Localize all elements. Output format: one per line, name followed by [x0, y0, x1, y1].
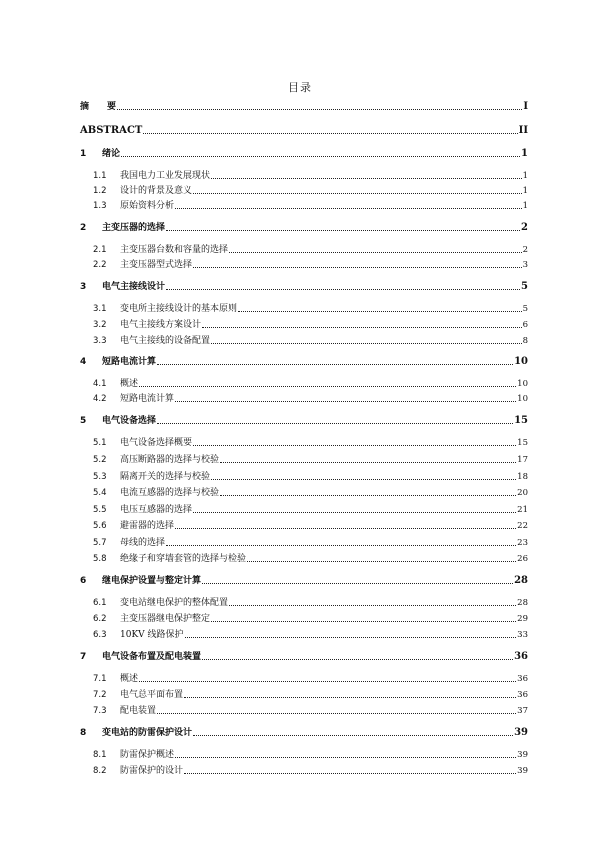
toc-entry-page: 10 — [514, 356, 528, 367]
toc-entry-label: 主变压器型式选择 — [120, 260, 193, 270]
toc-entry-label: ABSTRACT — [80, 125, 143, 136]
toc-entry-number: 6 — [80, 576, 87, 586]
dot-leader — [166, 230, 520, 231]
toc-entry-chapter-4[interactable] — [80, 354, 528, 368]
toc-entry-chapter-7[interactable] — [80, 649, 528, 663]
toc-entry-chapter-5[interactable] — [80, 413, 528, 427]
toc-entry-chapter-6[interactable] — [80, 573, 528, 587]
toc-entry-number: 1.2 — [93, 186, 107, 196]
toc-entry-number: 1.1 — [93, 171, 107, 181]
dot-leader — [166, 289, 520, 290]
toc-entry-page: 3 — [522, 260, 528, 270]
toc-entry-number: 3 — [80, 282, 87, 292]
dot-leader — [139, 386, 516, 387]
dot-leader — [193, 267, 522, 268]
toc-entry-number: 7 — [80, 652, 87, 662]
toc-entry-page: 36 — [517, 690, 528, 700]
toc-entry-number: 4.1 — [93, 379, 107, 389]
toc-entry-label: 母线的选择 — [120, 538, 166, 548]
toc-entry-section-5-7[interactable] — [93, 535, 528, 549]
toc-entry-section-1-1[interactable] — [93, 168, 528, 182]
toc-entry-number: 2.2 — [93, 260, 107, 270]
toc-entry-label: 10KV 线路保护 — [120, 630, 184, 640]
toc-entry-number: 3.2 — [93, 320, 107, 330]
toc-entry-page: 28 — [514, 575, 528, 586]
toc-entry-number: 6.1 — [93, 598, 107, 608]
dot-leader — [175, 757, 516, 758]
toc-entry-abstract-cn[interactable] — [80, 99, 528, 113]
toc-entry-page: 1 — [522, 186, 528, 196]
toc-entry-abstract-en[interactable] — [80, 123, 528, 137]
dot-leader — [184, 697, 516, 698]
toc-entry-label: 变电站的防雷保护设计 — [102, 728, 193, 738]
toc-entry-label: 主变压器的选择 — [102, 223, 166, 233]
toc-entry-section-7-3[interactable] — [93, 703, 528, 717]
toc-entry-label: 变电所主接线设计的基本原则 — [120, 304, 238, 314]
toc-entry-label: 避雷器的选择 — [120, 521, 175, 531]
dot-leader — [229, 252, 522, 253]
toc-entry-section-8-2[interactable] — [93, 763, 528, 777]
toc-entry-number: 6.3 — [93, 630, 107, 640]
toc-entry-label: 继电保护设置与整定计算 — [102, 576, 202, 586]
toc-entry-number: 7.3 — [93, 706, 107, 716]
toc-entry-number: 7.1 — [93, 674, 107, 684]
toc-entry-number: 3.1 — [93, 304, 107, 314]
dot-leader — [211, 479, 516, 480]
toc-entry-number: 5.4 — [93, 488, 107, 498]
toc-entry-page: 2 — [521, 222, 528, 233]
toc-entry-number: 3.3 — [93, 336, 107, 346]
toc-entry-label: 主变压器继电保护整定 — [120, 614, 211, 624]
toc-title: 目录 — [288, 81, 312, 94]
toc-entry-page: 36 — [514, 651, 528, 662]
toc-entry-page: 15 — [514, 415, 528, 426]
toc-entry-page: 10 — [517, 394, 528, 404]
toc-entry-page: 39 — [517, 750, 528, 760]
toc-entry-number: 5.1 — [93, 438, 107, 448]
toc-entry-section-8-1[interactable] — [93, 747, 528, 761]
dot-leader — [202, 583, 513, 584]
toc-entry-label: 我国电力工业发展现状 — [120, 171, 211, 181]
toc-entry-page: 6 — [522, 320, 528, 330]
dot-leader — [211, 178, 522, 179]
toc-entry-number: 2.1 — [93, 245, 107, 255]
toc-entry-label: 电压互感器的选择 — [120, 505, 193, 515]
toc-entry-label: 概述 — [120, 674, 139, 684]
toc-entry-number: 4.2 — [93, 394, 107, 404]
toc-entry-label: 概述 — [120, 379, 139, 389]
toc-entry-label: 绝缘子和穿墙套管的选择与检验 — [120, 554, 247, 564]
toc-entry-number: 5.5 — [93, 505, 107, 515]
toc-entry-page: 1 — [522, 171, 528, 181]
toc-entry-label: 电气设备选择概要 — [120, 438, 193, 448]
toc-entry-number: 8.1 — [93, 750, 107, 760]
toc-entry-page: 36 — [517, 674, 528, 684]
dot-leader — [202, 659, 513, 660]
toc-entry-label: 摘 要 — [80, 102, 117, 112]
toc-entry-section-5-8[interactable] — [93, 551, 528, 565]
toc-entry-section-1-2[interactable] — [93, 183, 528, 197]
toc-entry-section-6-2[interactable] — [93, 611, 528, 625]
toc-entry-section-5-1[interactable] — [93, 435, 528, 449]
dot-leader — [185, 637, 517, 638]
toc-entry-page: 20 — [517, 488, 528, 498]
dot-leader — [157, 364, 513, 365]
toc-entry-number: 8 — [80, 728, 87, 738]
toc-entry-label: 电气设备布置及配电装置 — [102, 652, 202, 662]
toc-entry-label: 隔离开关的选择与校验 — [120, 472, 211, 482]
toc-entry-page: 17 — [517, 455, 528, 465]
toc-entry-label: 电气主接线方案设计 — [120, 320, 202, 330]
toc-entry-label: 配电装置 — [120, 706, 157, 716]
dot-leader — [193, 512, 516, 513]
toc-entry-section-6-3[interactable] — [93, 627, 528, 641]
dot-leader — [193, 445, 516, 446]
toc-entry-section-3-2[interactable] — [93, 317, 528, 331]
toc-entry-number: 5.8 — [93, 554, 107, 564]
toc-entry-chapter-3[interactable] — [80, 279, 528, 293]
toc-entry-section-2-2[interactable] — [93, 257, 528, 271]
toc-entry-number: 4 — [80, 357, 87, 367]
dot-leader — [175, 208, 522, 209]
toc-entry-label: 高压断路器的选择与校验 — [120, 455, 220, 465]
toc-entry-number: 7.2 — [93, 690, 107, 700]
toc-entry-label: 原始资料分析 — [120, 201, 175, 211]
dot-leader — [157, 713, 516, 714]
toc-entry-number: 5 — [80, 416, 87, 426]
toc-entry-label: 主变压器台数和容量的选择 — [120, 245, 229, 255]
dot-leader — [211, 343, 522, 344]
toc-entry-page: 37 — [517, 706, 528, 716]
dot-leader — [175, 401, 516, 402]
toc-entry-section-7-2[interactable] — [93, 687, 528, 701]
toc-entry-section-5-4[interactable] — [93, 485, 528, 499]
toc-entry-page: 5 — [522, 304, 528, 314]
dot-leader — [238, 311, 522, 312]
toc-entry-section-3-3[interactable] — [93, 333, 528, 347]
dot-leader — [184, 773, 516, 774]
toc-entry-number: 1 — [80, 149, 87, 159]
toc-entry-section-6-1[interactable] — [93, 595, 528, 609]
toc-entry-number: 2 — [80, 223, 87, 233]
toc-entry-page: 1 — [521, 148, 528, 159]
toc-entry-page: I — [523, 101, 528, 112]
toc-entry-label: 电气总平面布置 — [120, 690, 184, 700]
dot-leader — [202, 327, 522, 328]
toc-entry-number: 5.6 — [93, 521, 107, 531]
dot-leader — [175, 528, 516, 529]
toc-entry-number: 5.2 — [93, 455, 107, 465]
toc-entry-number: 8.2 — [93, 766, 107, 776]
toc-entry-label: 变电站继电保护的整体配置 — [120, 598, 229, 608]
toc-entry-label: 设计的背景及意义 — [120, 186, 193, 196]
toc-entry-page: 21 — [517, 505, 528, 515]
toc-entry-section-5-6[interactable] — [93, 518, 528, 532]
toc-entry-label: 电气主接线的设备配置 — [120, 336, 211, 346]
toc-entry-page: 39 — [514, 727, 528, 738]
dot-leader — [157, 423, 513, 424]
toc-entry-page: II — [518, 125, 528, 136]
toc-entry-chapter-1[interactable] — [80, 146, 528, 160]
toc-entry-page: 29 — [517, 614, 528, 624]
toc-entry-section-5-2[interactable] — [93, 452, 528, 466]
toc-entry-page: 22 — [517, 521, 528, 531]
toc-entry-section-4-1[interactable] — [93, 376, 528, 390]
toc-entry-label: 防雷保护概述 — [120, 750, 175, 760]
toc-entry-label: 电气主接线设计 — [102, 282, 166, 292]
toc-entry-section-7-1[interactable] — [93, 671, 528, 685]
toc-entry-label: 绪论 — [102, 149, 121, 159]
toc-entry-page: 5 — [521, 281, 528, 292]
dot-leader — [193, 193, 522, 194]
toc-entry-page: 8 — [522, 336, 528, 346]
dot-leader — [247, 561, 516, 562]
dot-leader — [220, 495, 516, 496]
dot-leader — [220, 462, 516, 463]
toc-entry-page: 23 — [517, 538, 528, 548]
toc-entry-number: 5.7 — [93, 538, 107, 548]
toc-entry-section-1-3[interactable] — [93, 198, 528, 212]
toc-entry-section-5-3[interactable] — [93, 469, 528, 483]
toc-entry-section-5-5[interactable] — [93, 502, 528, 516]
toc-entry-page: 28 — [517, 598, 528, 608]
toc-entry-section-3-1[interactable] — [93, 301, 528, 315]
toc-entry-page: 18 — [517, 472, 528, 482]
dot-leader — [117, 109, 522, 110]
toc-entry-label: 短路电流计算 — [120, 394, 175, 404]
toc-entry-page: 33 — [517, 630, 528, 640]
toc-entry-chapter-8[interactable] — [80, 725, 528, 739]
dot-leader — [193, 735, 513, 736]
toc-entry-number: 5.3 — [93, 472, 107, 482]
dot-leader — [143, 133, 517, 134]
toc-entry-section-2-1[interactable] — [93, 242, 528, 256]
dot-leader — [229, 605, 516, 606]
toc-entry-label: 防雷保护的设计 — [120, 766, 184, 776]
dot-leader — [139, 681, 516, 682]
toc-entry-label: 电流互感器的选择与校验 — [120, 488, 220, 498]
toc-entry-page: 2 — [522, 245, 528, 255]
toc-entry-label: 电气设备选择 — [102, 416, 157, 426]
toc-entry-page: 39 — [517, 766, 528, 776]
toc-entry-chapter-2[interactable] — [80, 220, 528, 234]
toc-entry-number: 1.3 — [93, 201, 107, 211]
dot-leader — [121, 156, 520, 157]
toc-entry-page: 26 — [517, 554, 528, 564]
toc-entry-section-4-2[interactable] — [93, 391, 528, 405]
toc-entry-number: 6.2 — [93, 614, 107, 624]
dot-leader — [211, 621, 516, 622]
dot-leader — [166, 545, 516, 546]
toc-entry-page: 1 — [522, 201, 528, 211]
toc-entry-label: 短路电流计算 — [102, 357, 157, 367]
toc-entry-page: 15 — [517, 438, 528, 448]
toc-entry-page: 10 — [517, 379, 528, 389]
